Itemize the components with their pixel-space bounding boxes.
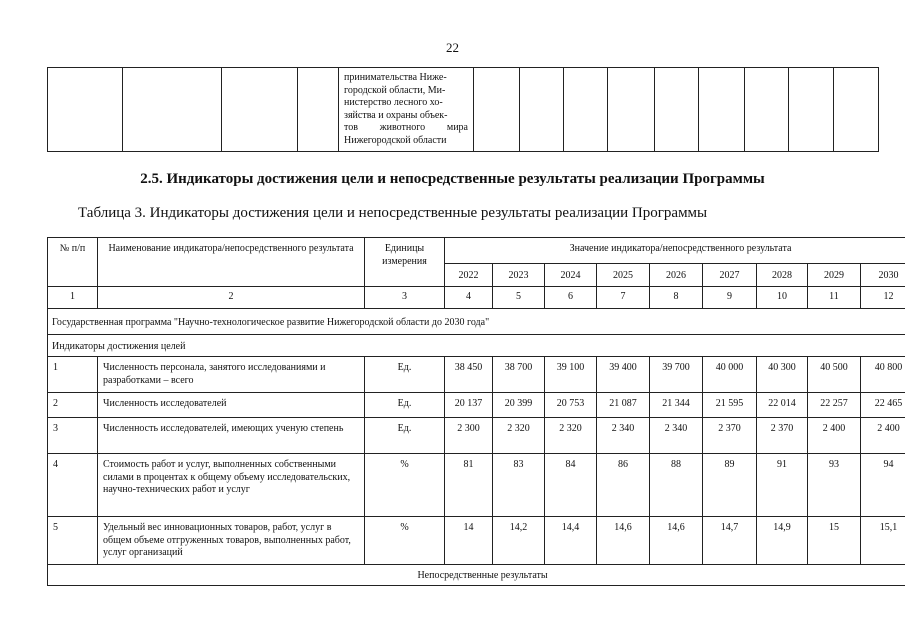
column-number: 8 (650, 287, 703, 309)
column-number: 6 (545, 287, 597, 309)
row-unit: Ед. (365, 418, 445, 454)
row-num: 4 (48, 454, 98, 517)
goals-row: Индикаторы достижения целей (48, 335, 905, 357)
header-year: 2024 (545, 264, 597, 287)
empty-cell (608, 68, 655, 152)
header-unit: Единицы измерения (365, 238, 445, 287)
row-unit: % (365, 454, 445, 517)
column-number: 9 (703, 287, 757, 309)
row-value: 83 (493, 454, 545, 517)
responsible-executors-cell (339, 68, 474, 152)
column-number: 2 (98, 287, 365, 309)
column-number: 3 (365, 287, 445, 309)
row-unit: Ед. (365, 393, 445, 418)
row-value: 2 300 (445, 418, 493, 454)
section-heading: 2.5. Индикаторы достижения цели и непосредственные результаты реализации Программы (140, 171, 765, 187)
row-value: 14,9 (757, 517, 808, 565)
direct-results-row: Непосредственные результаты (48, 565, 905, 586)
row-value: 20 137 (445, 393, 493, 418)
empty-cell (474, 68, 520, 152)
table-caption: Таблица 3. Индикаторы достижения цели и непосредственные результаты реализации Программы (78, 205, 708, 221)
header-year: 2027 (703, 264, 757, 287)
row-value: 15 (808, 517, 861, 565)
empty-cell (834, 68, 879, 152)
table-row (48, 357, 905, 393)
row-value: 21 087 (597, 393, 650, 418)
row-unit: % (365, 517, 445, 565)
text-line: зяйства и охраны объек- (344, 109, 448, 121)
column-number: 12 (861, 287, 905, 309)
header-year: 2023 (493, 264, 545, 287)
row-value: 20 753 (545, 393, 597, 418)
row-value: 22 257 (808, 393, 861, 418)
text-line: городской области, Ми- (344, 84, 446, 96)
row-name: Численность исследователей (98, 393, 365, 418)
empty-cell (123, 68, 222, 152)
row-value: 2 320 (493, 418, 545, 454)
column-number: 4 (445, 287, 493, 309)
table-row (48, 517, 905, 565)
row-value: 2 340 (597, 418, 650, 454)
empty-cell (655, 68, 699, 152)
row-value: 2 320 (545, 418, 597, 454)
table-row (48, 454, 905, 517)
row-value: 39 100 (545, 357, 597, 393)
text-line: тов животного мира (344, 122, 468, 133)
row-value: 84 (545, 454, 597, 517)
row-value: 2 400 (861, 418, 905, 454)
row-num: 2 (48, 393, 98, 418)
row-value: 88 (650, 454, 703, 517)
empty-cell (699, 68, 745, 152)
row-value: 22 014 (757, 393, 808, 418)
header-year: 2030 (861, 264, 905, 287)
text-line: Нижегородской области (344, 134, 447, 146)
row-value: 2 370 (757, 418, 808, 454)
row-value: 22 465 (861, 393, 905, 418)
row-value: 40 500 (808, 357, 861, 393)
header-year: 2028 (757, 264, 808, 287)
row-name: Стоимость работ и услуг, выполненных собственными силами в процентах к общему объему исследовательских, научно-технических работ и услуг (98, 454, 365, 517)
empty-cell (745, 68, 789, 152)
row-value: 40 300 (757, 357, 808, 393)
empty-cell (298, 68, 339, 152)
empty-cell (789, 68, 834, 152)
column-number: 1 (48, 287, 98, 309)
row-num: 3 (48, 418, 98, 454)
row-value: 14,6 (650, 517, 703, 565)
row-value: 14,7 (703, 517, 757, 565)
row-value: 86 (597, 454, 650, 517)
header-year: 2029 (808, 264, 861, 287)
empty-cell (520, 68, 564, 152)
page-number: 22 (446, 40, 459, 55)
row-value: 93 (808, 454, 861, 517)
row-value: 14,2 (493, 517, 545, 565)
text-line: нистерство лесного хо- (344, 97, 443, 108)
program-row: Государственная программа "Научно-технологическое развитие Нижегородской области до 2030 года" (48, 309, 905, 335)
row-value: 14,6 (597, 517, 650, 565)
row-value: 38 450 (445, 357, 493, 393)
continuation-table (47, 67, 879, 152)
row-num: 1 (48, 357, 98, 393)
header-year: 2025 (597, 264, 650, 287)
row-value: 21 595 (703, 393, 757, 418)
text-line: принимательства Ниже- (344, 72, 447, 83)
header-year: 2026 (650, 264, 703, 287)
row-value: 2 340 (650, 418, 703, 454)
row-value: 20 399 (493, 393, 545, 418)
row-value: 38 700 (493, 357, 545, 393)
empty-cell (564, 68, 608, 152)
table-row (48, 418, 905, 454)
column-number: 7 (597, 287, 650, 309)
row-unit: Ед. (365, 357, 445, 393)
header-year: 2022 (445, 264, 493, 287)
row-num: 5 (48, 517, 98, 565)
row-name: Численность исследователей, имеющих ученую степень (98, 418, 365, 454)
row-value: 21 344 (650, 393, 703, 418)
row-value: 81 (445, 454, 493, 517)
column-number: 11 (808, 287, 861, 309)
column-number: 5 (493, 287, 545, 309)
column-number: 10 (757, 287, 808, 309)
row-value: 89 (703, 454, 757, 517)
row-value: 40 800 (861, 357, 905, 393)
row-value: 94 (861, 454, 905, 517)
table-row (48, 393, 905, 418)
row-value: 15,1 (861, 517, 905, 565)
row-value: 2 370 (703, 418, 757, 454)
row-value: 91 (757, 454, 808, 517)
row-value: 14 (445, 517, 493, 565)
row-name: Численность персонала, занятого исследованиями и разработками – всего (98, 357, 365, 393)
row-value: 39 700 (650, 357, 703, 393)
empty-cell (222, 68, 298, 152)
row-value: 39 400 (597, 357, 650, 393)
header-name: Наименование индикатора/непосредственного результата (98, 238, 365, 287)
row-value: 2 400 (808, 418, 861, 454)
header-value-group: Значение индикатора/непосредственного результата (445, 238, 905, 264)
row-value: 40 000 (703, 357, 757, 393)
row-name: Удельный вес инновационных товаров, работ, услуг в общем объеме отгруженных товаров, выполненных работ, услуг организаций (98, 517, 365, 565)
indicators-table (47, 237, 905, 586)
empty-cell (48, 68, 123, 152)
header-num: № п/п (48, 238, 98, 287)
row-value: 14,4 (545, 517, 597, 565)
